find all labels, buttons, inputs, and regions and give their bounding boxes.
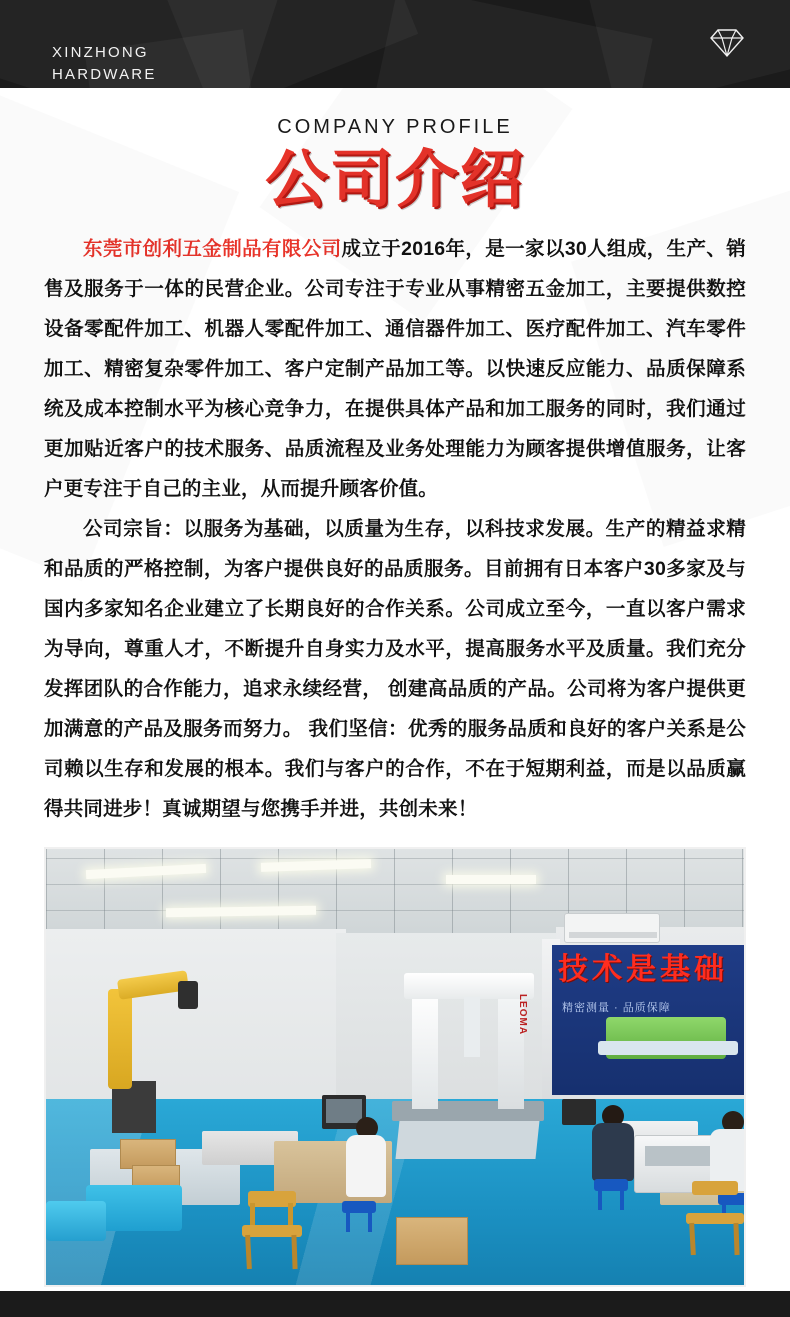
brand-line-2: HARDWARE: [52, 66, 157, 83]
carton-box: [396, 1217, 468, 1265]
wooden-chair: [242, 1191, 302, 1267]
wooden-chair: [686, 1181, 744, 1255]
header-facet: [588, 0, 790, 88]
brand-logo: [52, 20, 157, 88]
blue-bin: [46, 1201, 106, 1241]
stool: [342, 1201, 376, 1231]
paragraph-1: [44, 229, 746, 509]
paragraph-1-rest: 成立于2016年，是一家以30人组成，生产、销售及服务于一体的民营企业。公司专注于专业从事精密五金加工，主要提供数控设备零配件加工、机器人零配件加工、通信器件加工、医疗配件加工、汽车零件加工、精密复杂零件加工、客户定制产品加工等。以快速反应能力、品质保障系统及成本控制水平为核心竞争力，在提供具体产品和加工服务的同时，我们通过更加贴近客户的技术服务、品质流程及业务处理能力为顾客提供增值服务，让客户更专注于自己的主业，从而提升顾客价值。: [44, 238, 746, 501]
company-name: 东莞市创利五金制品有限公司: [83, 238, 342, 261]
cmm-brand-label: LEOMA: [517, 994, 529, 1036]
profile-body: [44, 229, 746, 829]
workshop-banner-text: 技术是基础: [558, 952, 728, 988]
robot-arm-segment: [108, 989, 132, 1089]
diamond-icon: [710, 28, 744, 58]
content-area: [0, 88, 790, 1287]
brand-line-1: XINZHONG: [52, 44, 149, 61]
photo-scene: [46, 849, 744, 1285]
monitor: [562, 1099, 596, 1125]
footer-band: [0, 1291, 790, 1317]
workshop-photo: [44, 847, 746, 1287]
paragraph-2: 公司宗旨：以服务为基础，以质量为生存，以科技求发展。生产的精益求精和品质的严格控制，为客户提供良好的品质服务。目前拥有日本客户30多家及与国内多家知名企业建立了长期良好的合作关系。公司成立至今，一直以客户需求为导向，尊重人才，不断提升自身实力及水平，提高服务水平及质量。我们充分发挥团队的合作能力，追求永续经营， 创建高品质的产品。公司将为客户提供更加满意的产品及服务而努力。 我们坚信：优秀的服务品质和良好的客户关系是公司赖以生存和发展的根本。我们与客户的合作，不在于短期利益，而是以品质赢得共同进步！真诚期望与您携手并进，共创未来！: [44, 518, 746, 821]
page-header: [0, 0, 790, 88]
robot-arm-head: [178, 981, 198, 1009]
section-eyebrow: COMPANY PROFILE: [277, 116, 513, 138]
air-conditioner: [564, 913, 660, 943]
workshop-banner-subtext: 精密测量 · 品质保障: [562, 1002, 671, 1015]
stool: [594, 1179, 628, 1209]
page-title: 公司介绍: [265, 145, 525, 215]
